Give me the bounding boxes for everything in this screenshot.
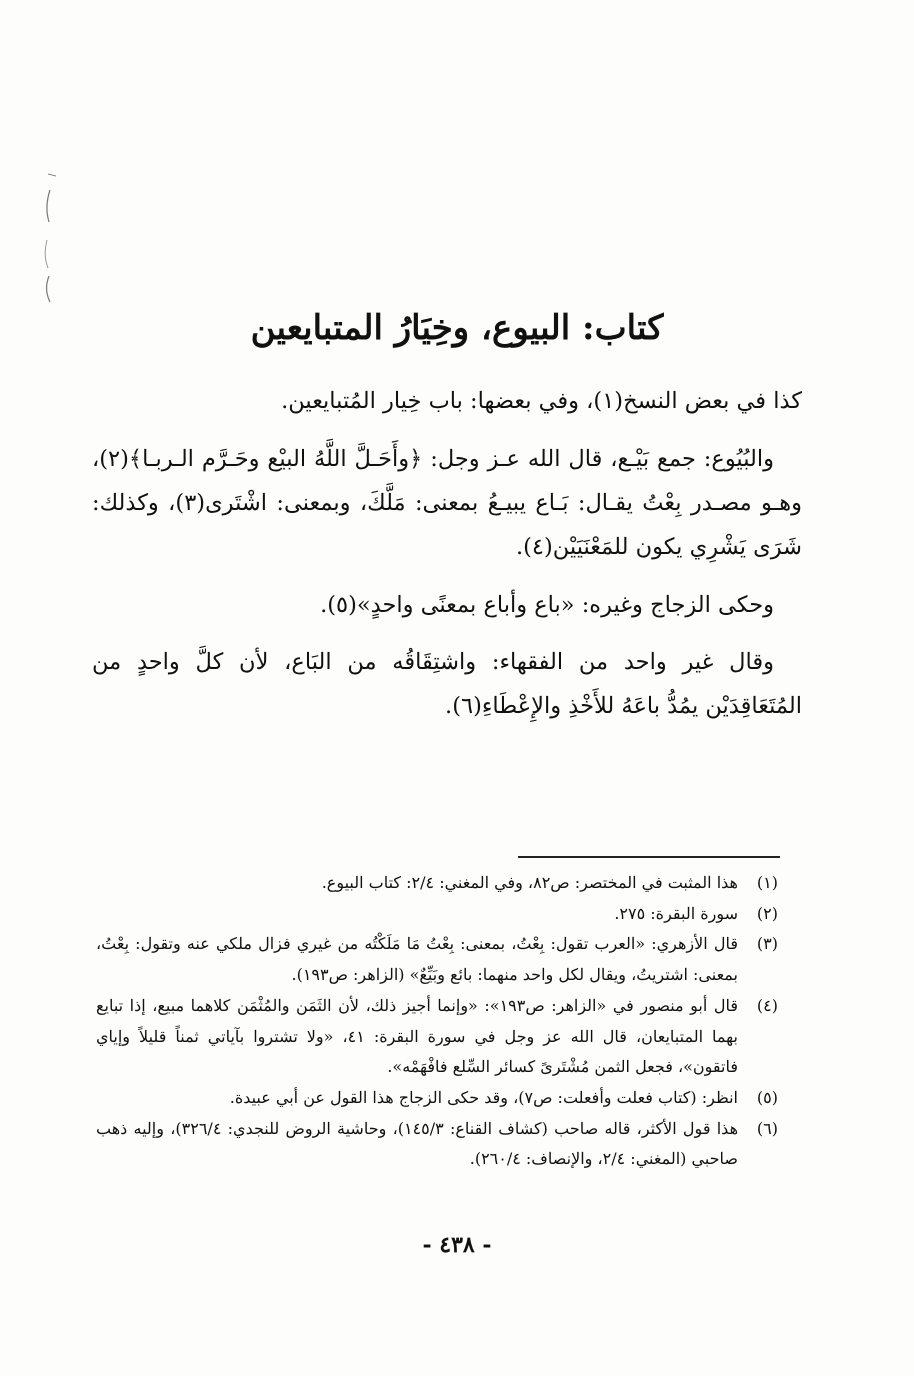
footnote-item <box>96 899 778 930</box>
footnote-text: قال الأزهري: «العرب تقول: بِعْتُ، بمعنى: بِعْتُ مَا مَلَكْتُه من غيري فزال ملكي عنه وتقول: بِعْتُ، بمعنى: اشتريتُ، ويقال لكل واحد منهما: بائع وبَيِّعٌ» (الزاهر: ص١٩٣). <box>96 934 739 985</box>
footnote-number: (٢) <box>756 903 778 923</box>
body-text <box>92 380 802 743</box>
footnote-item <box>96 1083 778 1114</box>
footnote-text: انظر: (كتاب فعلت وأفعلت: ص٧)، وقد حكى الزجاج هذا القول عن أبي عبيدة. <box>229 1088 738 1108</box>
footnote-text: هذا قول الأكثر، قاله صاحب (كشاف القناع: ١٤٥/٣)، وحاشية الروض للنجدي: ٣٢٦/٤)، وإليه ذهب صاحبي (المغني: ٢/٤، والإنصاف: ٢٦٠/٤). <box>96 1118 739 1169</box>
footnote-number: (٥) <box>756 1088 778 1108</box>
chapter-title: كتاب: البيوع، وخِيَارُ المتبايعين <box>250 308 664 348</box>
footnote-number: (٣) <box>756 934 778 954</box>
footnote-number: (٦) <box>756 1118 778 1138</box>
paragraph-definition: والبُيُوع: جمع بَيْـع، قال الله عـز وجل: ﴿وأَحَـلَّ اللَّهُ البيْع وحَـرَّم الـربـا﴾(٢)، وهـو مصـدر بِعْتُ يقـال: بَـاع يبيـعُ بمعنى: مَلَّكَ، وبمعنى: اشْتَرى(٣)، وكذلك: شَرَى يَشْرِي يكون للمَعْنَيَيْن(٤). <box>92 445 802 560</box>
paragraph-zajjaj: وحكى الزجاج وغيره: «باع وأباع بمعنًى واحدٍ»(٥). <box>320 591 774 618</box>
footnote-separator <box>518 856 780 858</box>
page-number: - ٤٣٨ - <box>422 1232 492 1258</box>
footnote-number: (٤) <box>756 995 778 1015</box>
footnote-item <box>96 991 778 1083</box>
footnote-text: هذا المثبت في المختصر: ص٨٢، وفي المغني: ٢/٤: كتاب البيوع. <box>321 873 738 892</box>
footnotes <box>96 868 778 1175</box>
footnote-item <box>96 929 778 990</box>
footnote-text: سورة البقرة: ٢٧٥. <box>614 903 738 923</box>
footnote-item <box>96 868 778 899</box>
footnote-item <box>96 1114 778 1175</box>
paragraph-variant-note: كذا في بعض النسخ(١)، وفي بعضها: باب خِيار المُتبايعين. <box>281 388 802 414</box>
footnote-number: (١) <box>756 873 778 892</box>
footnote-text: قال أبو منصور في «الزاهر: ص١٩٣»: «وإنما أجيز ذلك، لأن الثَمَن والمُثْمَن كلاهما مبيع، إذا تبايع بهما المتبايعان، قال الله عز وجل في سورة البقرة: ٤١، «ولا تشتروا بآياتي ثمناً قليلاً وإياي فاتقون»، فجعل الثمن مُشْتَرىً كسائر السِّلع فافْهَمْه». <box>96 995 739 1077</box>
margin-pencil-marks <box>28 168 58 308</box>
paragraph-etymology: وقال غير واحد من الفقهاء: واشتِقَاقُه من البَاع، لأن كلَّ واحدٍ من المُتَعَاقِدَيْن يمُدُّ باعَهُ للأَخْذِ والإِعْطَاءِ(٦). <box>92 649 802 720</box>
